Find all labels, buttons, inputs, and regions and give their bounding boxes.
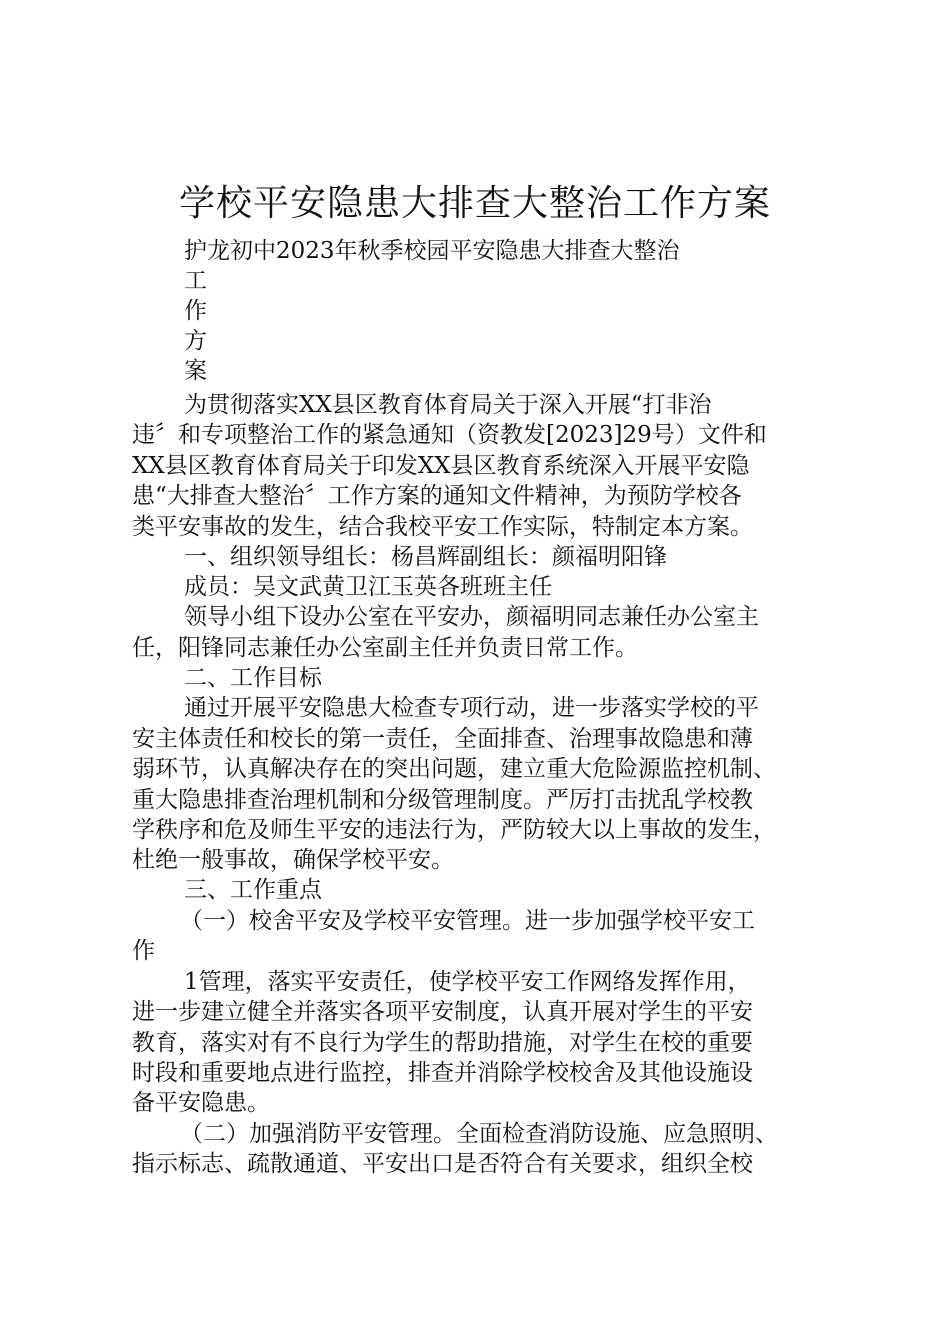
body-line: 教育，落实对有不良行为学生的帮助措施，对学生在校的重要 [132, 1030, 753, 1056]
body-line: 任，阳锋同志兼任办公室副主任并负责日常工作。 [132, 635, 638, 661]
section-heading: 二、工作目标 [184, 665, 322, 691]
body-line: 为贯彻落实XX县区教育体育局关于深入开展“打非治 [184, 392, 712, 418]
subtitle-vertical-char: 作 [184, 298, 207, 324]
body-line: 通过开展平安隐患大检查专项行动，进一步落实学校的平 [184, 695, 759, 721]
body-line: 备平安隐患。 [132, 1090, 270, 1116]
body-line: 成员：吴文武黄卫江玉英各班班主任 [184, 574, 552, 600]
section-heading: 三、工作重点 [184, 877, 322, 903]
body-line: 领导小组下设办公室在平安办，颜福明同志兼任办公室主 [184, 604, 759, 630]
subtitle-line: 护龙初中2023年秋季校园平安隐患大排查大整治 [184, 238, 680, 264]
body-line: 弱环节，认真解决存在的突出问题，建立重大危险源监控机制、 [132, 756, 776, 782]
body-line: 杜绝一般事故，确保学校平安。 [132, 847, 454, 873]
subtitle-vertical-char: 案 [184, 358, 207, 384]
body-line: 时段和重要地点进行监控，排查并消除学校校舍及其他设施设 [132, 1060, 753, 1086]
body-line: 作 [132, 938, 155, 964]
body-line: 学秩序和危及师生平安的违法行为，严防较大以上事故的发生， [132, 817, 776, 843]
body-line: （一）校舍平安及学校平安管理。进一步加强学校平安工 [180, 908, 755, 934]
body-line: 重大隐患排查治理机制和分级管理制度。严厉打击扰乱学校教 [132, 787, 753, 813]
body-line: 类平安事故的发生，结合我校平安工作实际，特制定本方案。 [132, 514, 753, 540]
subtitle-vertical-char: 工 [184, 268, 207, 294]
body-line: 违〞和专项整治工作的紧急通知（资教发[2023]29号）文件和 [132, 422, 767, 448]
document-title: 学校平安隐患大排查大整治工作方案 [178, 183, 771, 224]
section-heading: 一、组织领导组长：杨昌辉副组长：颜福明阳锋 [184, 544, 667, 570]
body-line: 1管理，落实平安责任，使学校平安工作网络发挥作用， [184, 969, 751, 995]
body-line: （二）加强消防平安管理。全面检查消防设施、应急照明、 [180, 1121, 778, 1147]
body-line: 患“大排查大整治〞工作方案的通知文件精神，为预防学校各 [132, 483, 742, 509]
body-line: XX县区教育体育局关于印发XX县区教育系统深入开展平安隐 [132, 453, 750, 479]
body-line: 进一步建立健全并落实各项平安制度，认真开展对学生的平安 [132, 999, 753, 1025]
body-line: 指示标志、疏散通道、平安出口是否符合有关要求，组织全校 [132, 1151, 753, 1177]
subtitle-vertical-char: 方 [184, 328, 207, 354]
body-line: 安主体责任和校长的第一责任，全面排查、治理事故隐患和薄 [132, 726, 753, 752]
